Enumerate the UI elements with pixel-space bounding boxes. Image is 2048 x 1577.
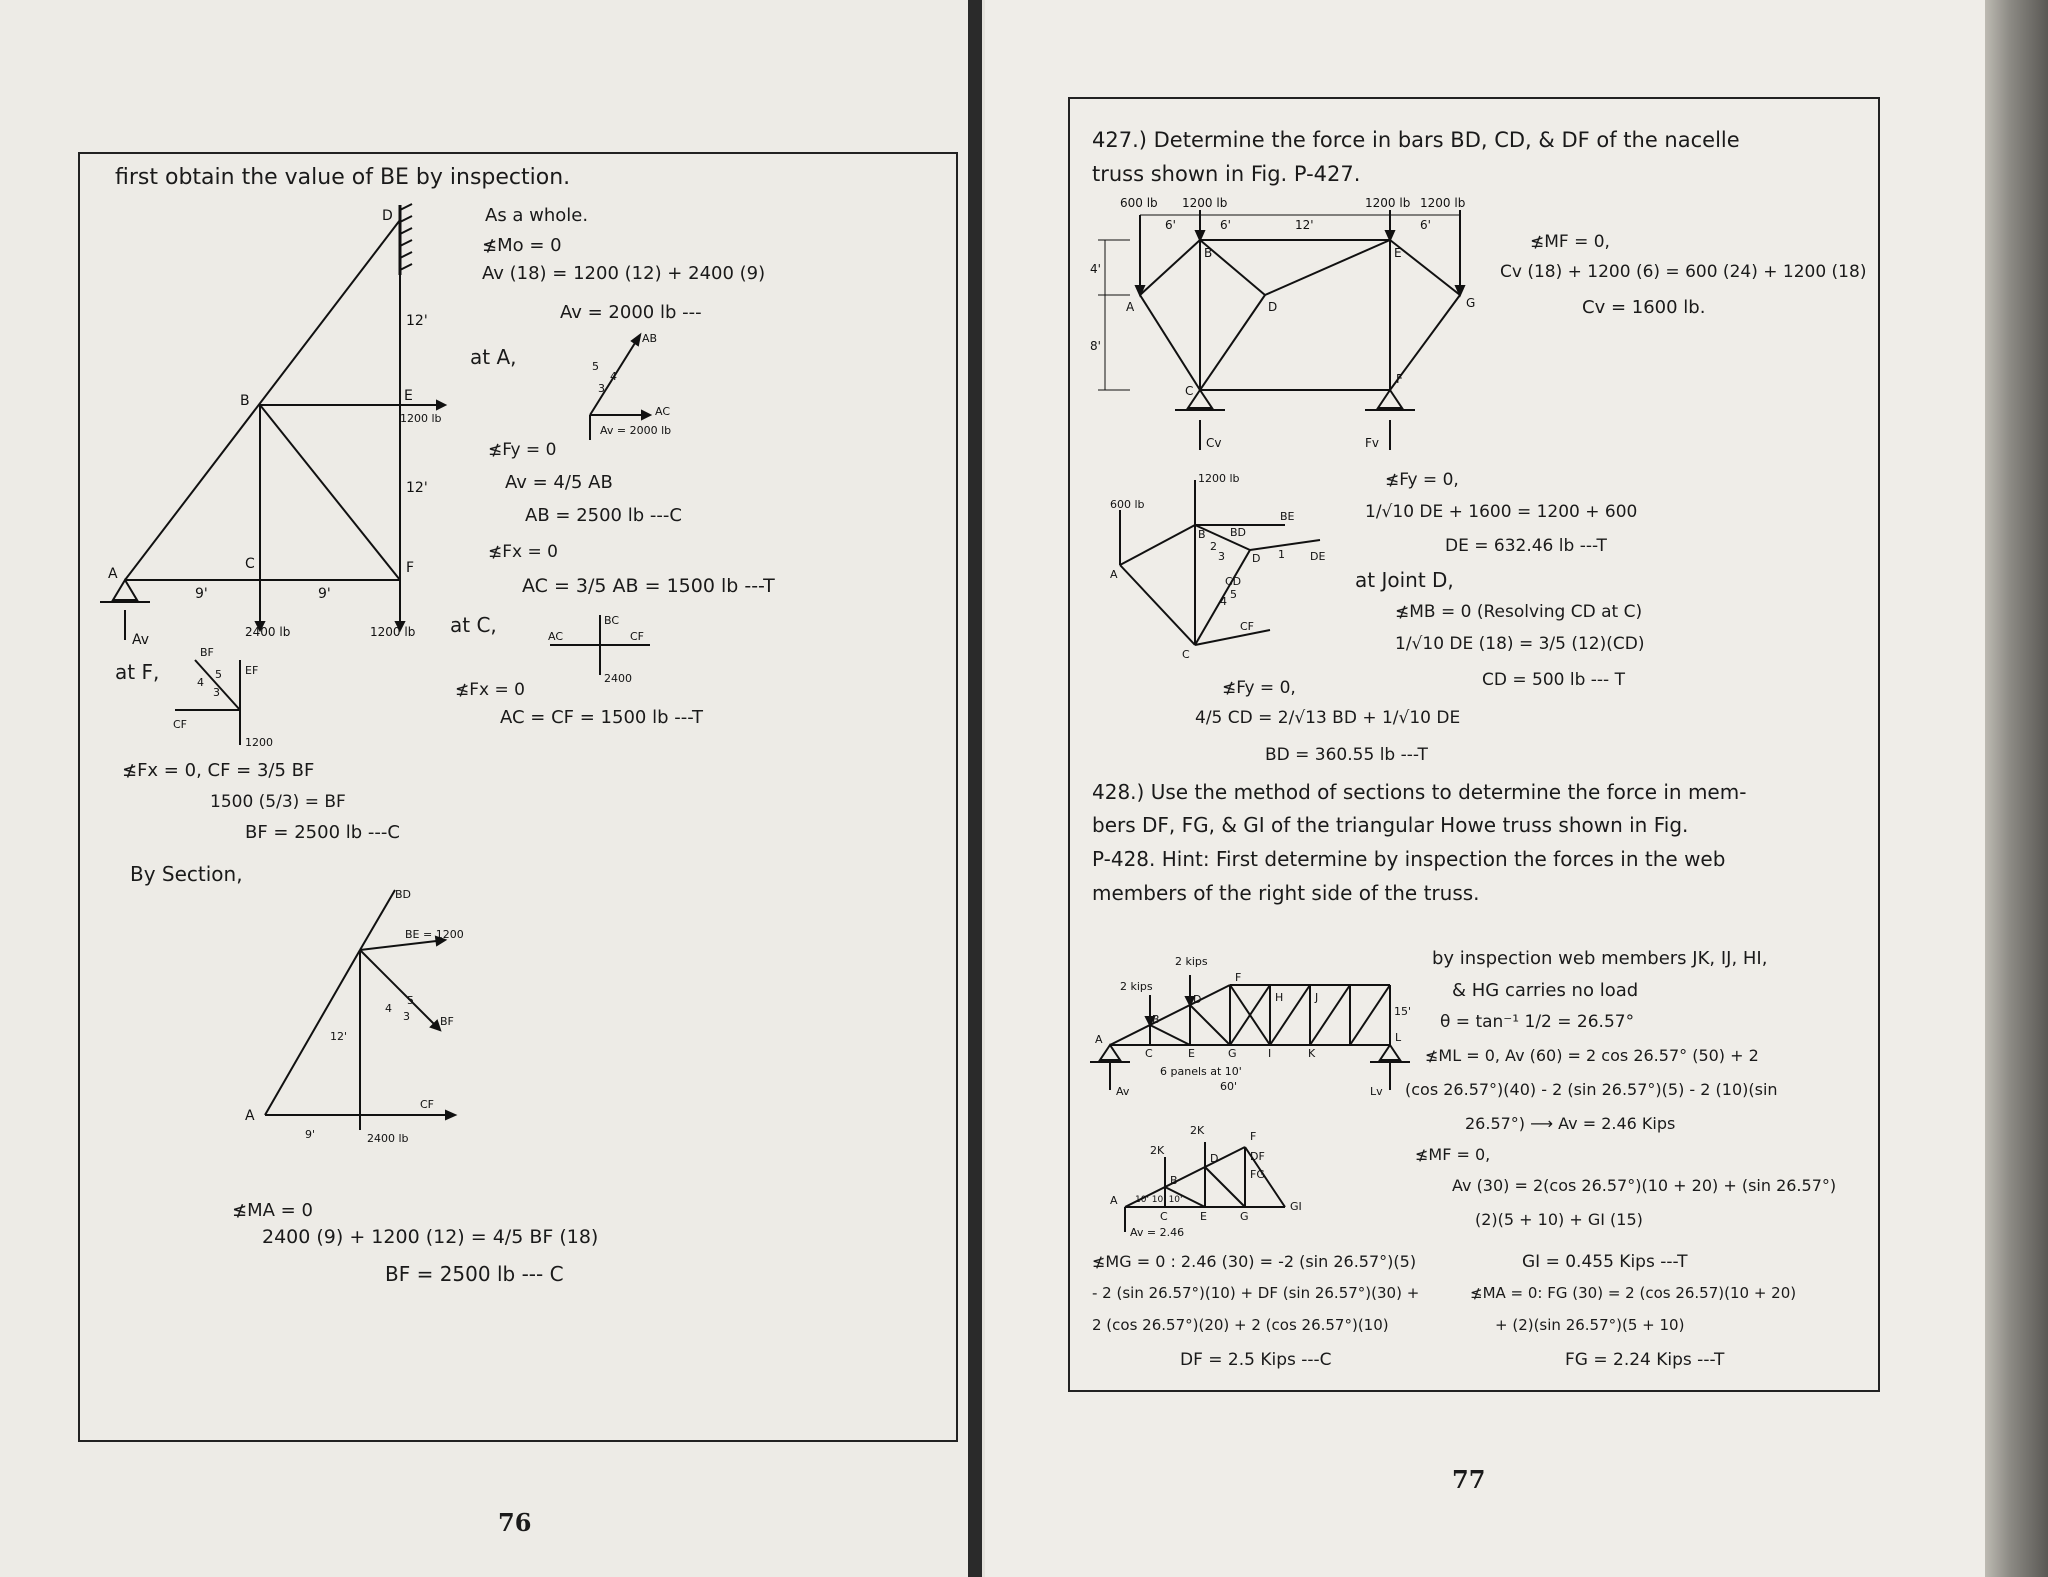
inspection-line-2: & HG carries no load [1452,980,1639,1001]
problem-428-line-2: bers DF, FG, & GI of the triangular Howe truss shown in Fig. [1092,813,1689,837]
fbd-f-r4: 4 [197,676,204,689]
fbd-c-load: 2400 [604,672,632,685]
jfbd-cd: CD [1225,575,1242,588]
fbd-a-r5: 5 [592,360,599,373]
fbd-joint-a [570,330,690,440]
inspection-line-3: θ = tan⁻¹ 1/2 = 26.57° [1440,1012,1635,1032]
mf-line-2: Cv (18) + 1200 (6) = 600 (24) + 1200 (18) [1500,262,1867,282]
howe-2kips-b: 2 kips [1175,955,1208,968]
mg-line-2: - 2 (sin 26.57°)(10) + DF (sin 26.57°)(30) + [1092,1284,1420,1302]
hsec-gi: GI [1290,1200,1302,1213]
section-load: 2400 lb [367,1132,409,1145]
at-f-line-2: 1500 (5/3) = BF [210,792,346,812]
howe-a: A [1095,1033,1103,1046]
jfbd-600: 600 lb [1110,498,1145,511]
fbd-a-r4: 4 [610,370,617,383]
hsec-df: DF [1250,1150,1265,1163]
howe-b: B [1152,1013,1160,1026]
section-a: A [245,1108,255,1124]
nacelle-d6c: 6' [1420,218,1431,232]
whole-line-4: Av = 2000 lb --- [560,302,702,323]
nacelle-d6a: 6' [1165,218,1176,232]
hsec-fg: FG [1250,1168,1265,1181]
nacelle-g: G [1466,296,1476,310]
jfbd-a: A [1110,568,1118,581]
problem-428-line-3: P-428. Hint: First determine by inspection the forces in the web [1092,847,1726,871]
section-r4: 4 [385,1002,392,1015]
howe-panels: 6 panels at 10' [1160,1065,1242,1078]
nacelle-d4: 4' [1090,262,1101,276]
section-cf: CF [420,1098,435,1111]
jfbd-r3: 3 [1218,550,1225,563]
nacelle-d12: 12' [1295,218,1314,232]
left-page-number: 76 [498,1508,532,1537]
bd-line-1: ≰Fy = 0, [1222,678,1296,698]
nacelle-600: 600 lb [1120,196,1158,210]
jfbd-bd: BD [1230,526,1247,539]
hsec-dims: 10' 10' 10' [1135,1195,1183,1205]
moment-line-1: ≰MA = 0 [232,1200,313,1221]
nacelle-fv: Fv [1365,436,1380,450]
section-fbd [245,880,475,1150]
fbd-c-bc: BC [604,614,620,627]
inspection-line-4: ≰ML = 0, Av (60) = 2 cos 26.57° (50) + 2 [1425,1046,1759,1065]
ma-line-3: FG = 2.24 Kips ---T [1565,1350,1725,1370]
fbd-a-ac: AC [655,405,671,418]
nacelle-d: D [1268,300,1278,314]
howe-f: F [1235,971,1242,984]
howe-j: J [1315,991,1319,1004]
nacelle-d8: 8' [1090,339,1101,353]
nacelle-1200b: 1200 lb [1365,196,1411,210]
at-a-line-2: Av = 4/5 AB [505,472,613,493]
section-be: BE = 1200 [405,928,464,941]
at-f-line-3: BF = 2500 lb ---C [245,822,400,843]
load-c: 2400 lb [245,625,291,639]
hsec-c: C [1160,1210,1168,1223]
fbd-f-load: 1200 [245,736,273,749]
joint-d-line-3: CD = 500 lb --- T [1482,670,1625,690]
at-f-label: at F, [115,660,160,684]
fbd-a-ab: AB [642,332,658,345]
problem-428-line-4: members of the right side of the truss. [1092,881,1480,905]
jfbd-cf: CF [1240,620,1255,633]
len-12-lower: 12' [406,480,428,496]
at-a-line-5: AC = 3/5 AB = 1500 lb ---T [522,575,775,597]
label-d: D [382,208,393,224]
len-12-upper: 12' [406,313,428,329]
label-c: C [245,556,255,572]
book-gutter [968,0,982,1577]
page-edge [1985,0,2048,1577]
howe-c: C [1145,1047,1153,1060]
whole-line-3: Av (18) = 1200 (12) + 2400 (9) [482,263,766,284]
nacelle-1200c: 1200 lb [1420,196,1466,210]
howe-d: D [1193,993,1202,1006]
intro-line: first obtain the value of BE by inspection. [115,165,571,190]
label-f: F [406,560,415,576]
hsec-f: F [1250,1130,1257,1143]
nacelle-f: F [1396,372,1403,386]
label-e: E [404,388,413,404]
fbd-f-cf: CF [173,718,188,731]
moment-line-2: 2400 (9) + 1200 (12) = 4/5 BF (18) [262,1226,599,1248]
fy-line-3: DE = 632.46 lb ---T [1445,536,1607,556]
hsec-b: B [1170,1174,1178,1187]
howe-av: Av [1116,1085,1130,1098]
howe-k: K [1308,1047,1316,1060]
nacelle-b: B [1204,246,1213,260]
hsec-g: G [1240,1210,1249,1223]
problem-428-line-1: 428.) Use the method of sections to determine the force in mem- [1092,780,1747,804]
whole-line-1: As a whole. [485,205,589,226]
len-9-left: 9' [195,586,208,602]
moment-line-3: BF = 2500 lb --- C [385,1262,564,1286]
problem-427-line-2: truss shown in Fig. P-427. [1092,162,1361,186]
nacelle-joint-fbd [1110,470,1340,660]
jfbd-c: C [1182,648,1190,661]
joint-d-line-2: 1/√10 DE (18) = 3/5 (12)(CD) [1395,634,1645,654]
at-a-label: at A, [470,345,517,369]
bd-line-3: BD = 360.55 lb ---T [1265,745,1428,765]
howe-h: H [1275,991,1284,1004]
mf-line-3: Cv = 1600 lb. [1582,297,1706,318]
nacelle-a: A [1126,300,1135,314]
bd-line-2: 4/5 CD = 2/√13 BD + 1/√10 DE [1195,708,1461,728]
fbd-joint-f [165,640,295,750]
ma-line-2: + (2)(sin 26.57°)(5 + 10) [1495,1316,1685,1334]
len-9-right: 9' [318,586,331,602]
joint-d-label: at Joint D, [1355,568,1454,592]
jfbd-1200: 1200 lb [1198,472,1240,485]
howe-i: I [1268,1047,1272,1060]
at-a-line-3: AB = 2500 lb ---C [525,505,682,526]
fbd-c-ac: AC [548,630,564,643]
hsec-av: Av = 2.46 [1130,1226,1185,1239]
at-f-line-1: ≰Fx = 0, CF = 3/5 BF [122,760,315,781]
label-av: Av [132,632,150,648]
mf-line-1: ≰MF = 0, [1530,232,1610,252]
at-a-line-1: ≰Fy = 0 [488,440,557,460]
fbd-f-bf: BF [200,646,214,659]
fbd-a-r3: 3 [598,382,605,395]
inspection-line-8: Av (30) = 2(cos 26.57°)(10 + 20) + (sin 26.57°) [1452,1176,1837,1195]
hsec-2k-a: 2K [1150,1144,1165,1157]
inspection-line-9: (2)(5 + 10) + GI (15) [1475,1210,1643,1229]
inspection-line-6: 26.57°) ⟶ Av = 2.46 Kips [1465,1114,1676,1133]
fbd-c-cf: CF [630,630,645,643]
at-c-label: at C, [450,613,497,637]
jfbd-r5: 5 [1230,588,1237,601]
howe-span: 60' [1220,1080,1238,1093]
nacelle-d6b: 6' [1220,218,1231,232]
nacelle-cv: Cv [1206,436,1222,450]
hsec-d: D [1210,1152,1219,1165]
gi-result: GI = 0.455 Kips ---T [1522,1252,1688,1272]
howe-section-fbd [1110,1112,1330,1242]
by-section-label: By Section, [130,862,243,886]
section-bf: BF [440,1015,454,1028]
at-c-line-2: AC = CF = 1500 lb ---T [500,707,704,728]
label-a: A [108,566,118,582]
jfbd-b: B [1198,528,1206,541]
inspection-line-1: by inspection web members JK, IJ, HI, [1432,948,1768,969]
left-truss-diagram [100,200,442,648]
nacelle-truss-diagram [1090,195,1520,455]
nacelle-c: C [1185,384,1194,398]
howe-g: G [1228,1047,1237,1060]
problem-427-line-1: 427.) Determine the force in bars BD, CD, & DF of the nacelle [1092,128,1740,152]
howe-lv: Lv [1370,1085,1383,1098]
section-len9: 9' [305,1128,316,1141]
member-bf [260,405,400,580]
label-b: B [240,393,250,409]
jfbd-r1: 1 [1278,548,1285,561]
mg-line-1: ≰MG = 0 : 2.46 (30) = -2 (sin 26.57°)(5) [1092,1252,1417,1271]
howe-2kips-a: 2 kips [1120,980,1153,993]
inspection-line-5: (cos 26.57°)(40) - 2 (sin 26.57°)(5) - 2 (10)(sin [1405,1080,1778,1099]
fbd-joint-c [540,610,660,685]
load-e: 1200 lb [400,412,442,425]
fbd-f-r3: 3 [213,686,220,699]
hsec-a: A [1110,1194,1118,1207]
fbd-f-ef: EF [245,664,259,677]
howe-l: L [1395,1031,1402,1044]
jfbd-d: D [1252,552,1261,565]
section-bd: BD [395,888,412,901]
fy-line-1: ≰Fy = 0, [1385,470,1459,490]
nacelle-1200a: 1200 lb [1182,196,1228,210]
fy-line-2: 1/√10 DE + 1600 = 1200 + 600 [1365,502,1638,522]
member-ad [125,220,400,580]
jfbd-be: BE [1280,510,1295,523]
section-r3: 3 [403,1010,410,1023]
joint-d-line-1: ≰MB = 0 (Resolving CD at C) [1395,602,1643,622]
right-page-number: 77 [1452,1465,1486,1494]
jfbd-de: DE [1310,550,1326,563]
mg-line-4: DF = 2.5 Kips ---C [1180,1350,1332,1370]
howe-e: E [1188,1047,1195,1060]
load-f: 1200 lb [370,625,416,639]
ma-line-1: ≰MA = 0: FG (30) = 2 (cos 26.57)(10 + 20) [1470,1284,1797,1302]
howe-truss-diagram [1090,945,1410,1115]
at-a-line-4: ≰Fx = 0 [488,542,558,562]
fbd-a-av: Av = 2000 lb [600,424,672,437]
howe-h15: 15' [1394,1005,1412,1018]
hsec-2k-b: 2K [1190,1124,1205,1137]
mg-line-3: 2 (cos 26.57°)(20) + 2 (cos 26.57°)(10) [1092,1316,1389,1334]
at-c-line-1: ≰Fx = 0 [455,680,525,700]
jfbd-r2: 2 [1210,540,1217,553]
section-r5: 5 [407,994,414,1007]
jfbd-r4: 4 [1220,595,1227,608]
fbd-f-r5: 5 [215,668,222,681]
inspection-line-7: ≰MF = 0, [1415,1145,1491,1164]
nacelle-e: E [1394,246,1402,260]
hsec-e: E [1200,1210,1207,1223]
whole-line-2: ≰Mo = 0 [482,235,562,256]
section-len12: 12' [330,1030,348,1043]
